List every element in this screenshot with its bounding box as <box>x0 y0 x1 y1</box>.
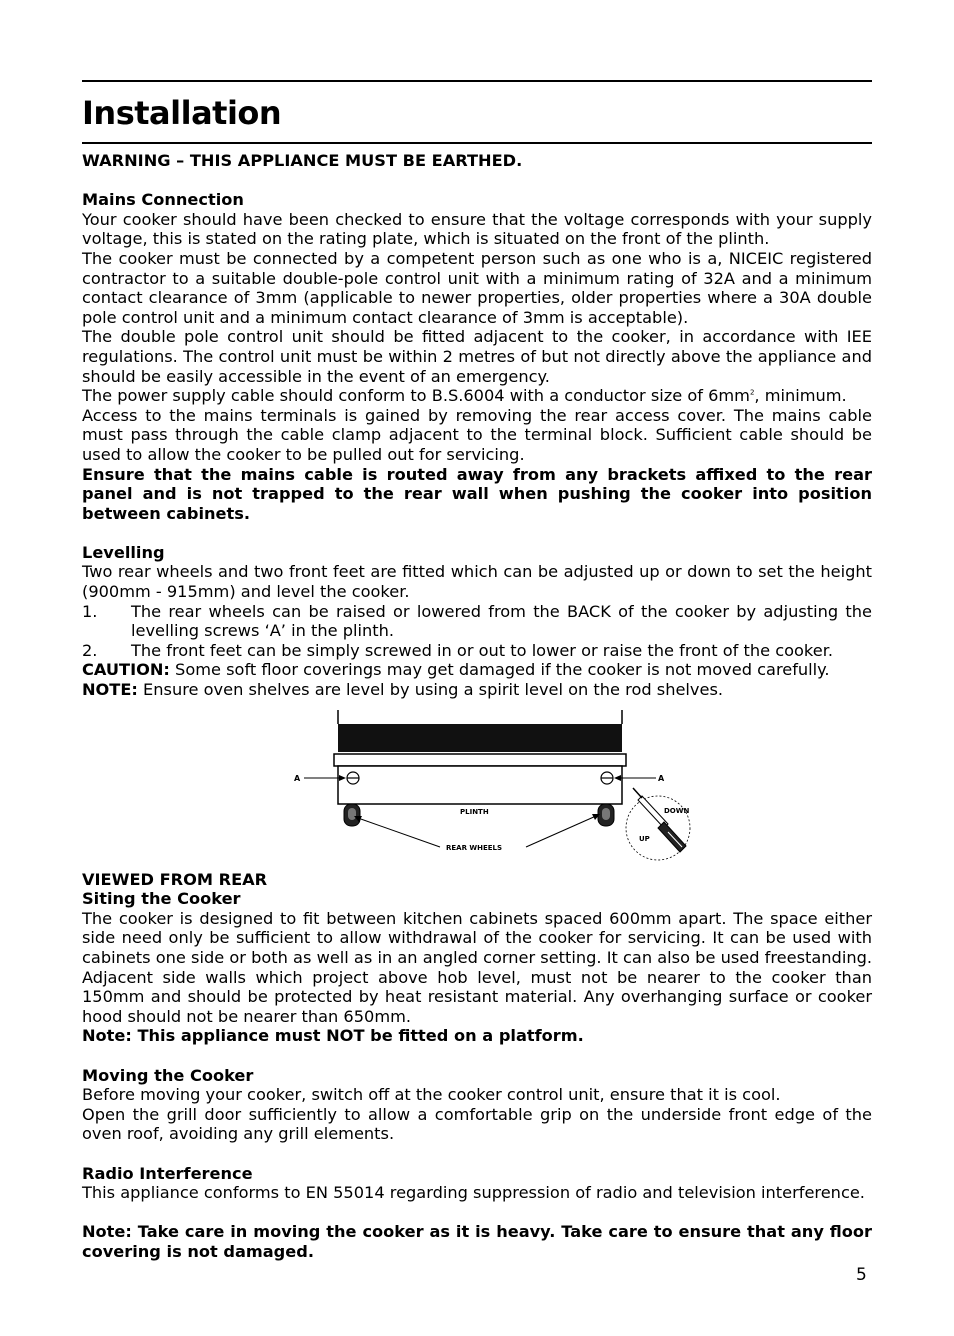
radio-heading: Radio Interference <box>82 1163 253 1183</box>
caution-label: CAUTION: <box>82 660 170 680</box>
document-body <box>82 151 872 1262</box>
cooker-ledge <box>334 754 626 766</box>
screwdriver-tip <box>633 788 642 798</box>
wheel-pointer-left <box>358 818 440 847</box>
mains-para-4-end: , minimum. <box>754 386 847 406</box>
rear-panel-block <box>338 724 622 752</box>
caution-line <box>82 660 872 680</box>
note-label: NOTE: <box>82 680 138 700</box>
moving-para-2: Open the grill door sufficiently to allow a comfortable grip on the underside front edge of the oven roof, avoiding any grill elements. <box>82 1104 872 1144</box>
list-text: The front feet can be simply screwed in or out to lower or raise the front of the cooker. <box>131 640 834 660</box>
earth-warning: WARNING – THIS APPLIANCE MUST BE EARTHED. <box>82 151 523 170</box>
levelling-heading: Levelling <box>82 542 165 562</box>
label-a-left: A <box>294 773 301 783</box>
mains-cable-warning: Ensure that the mains cable is routed away from any brackets affixed to the rear panel and is not trapped to the rear wall when pushing the cooker into position between cabinets. <box>82 464 872 523</box>
list-number: 1. <box>82 601 98 621</box>
page-number: 5 <box>856 1265 867 1285</box>
label-down: DOWN <box>664 806 690 815</box>
mains-para-3: The double pole control unit should be fitted adjacent to the cooker, in accordance with IEE regulations. The control unit must be within 2 metres of but not directly above the appliance and should be easily accessible in the event of an emergency. <box>82 327 872 386</box>
mains-para-4 <box>82 386 872 406</box>
final-note: Note: Take care in moving the cooker as it is heavy. Take care to ensure that any floor covering is not damaged. <box>82 1222 872 1261</box>
label-plinth: PLINTH <box>460 807 489 816</box>
note-line <box>82 680 872 700</box>
label-rear-wheels: REAR WHEELS <box>446 843 503 852</box>
label-a-right: A <box>658 773 665 783</box>
siting-para-1: The cooker is designed to fit between kitchen cabinets spaced 600mm apart. The space either side need only be sufficient to allow withdrawal of the cooker for servicing. It can be used with cabinets one side or both as well as in an angled corner setting. It can also be used freestanding. Adjacent side walls which project above hob level, must not be nearer to the cooker than 150mm and should be protected by heat resistant material. Any overhanging surface or cooker hood should not be nearer than 650mm. <box>82 908 872 1026</box>
mains-para-5: Access to the mains terminals is gained by removing the rear access cover. The mains cable must pass through the cable clamp adjacent to the terminal block. Sufficient cable should be used to allow the cooker to be pulled out for servicing. <box>82 405 872 464</box>
mains-para-4-text: The power supply cable should conform to B.S.6004 with a conductor size of 6mm <box>82 386 750 406</box>
wheel-pointer-right <box>526 816 596 847</box>
rear-view-diagram <box>82 702 872 870</box>
left-wheel-hub <box>348 808 356 820</box>
levelling-list-item-2 <box>82 641 872 661</box>
cooker-rear-illustration <box>290 710 710 870</box>
label-up: UP <box>639 834 650 843</box>
squared-superscript: 2 <box>749 388 755 397</box>
list-number: 2. <box>82 640 98 660</box>
siting-heading: Siting the Cooker <box>82 889 241 909</box>
levelling-para-1: Two rear wheels and two front feet are fitted which can be adjusted up or down to set the height (900mm - 915mm) and level the cooker. <box>82 562 872 602</box>
levelling-list-item-1 <box>82 602 872 641</box>
moving-para-1: Before moving your cooker, switch off at the cooker control unit, ensure that it is cool. <box>82 1085 781 1105</box>
platform-note: Note: This appliance must NOT be fitted on a platform. <box>82 1026 584 1046</box>
radio-para-1: This appliance conforms to EN 55014 regarding suppression of radio and television interference. <box>82 1183 865 1203</box>
mains-heading: Mains Connection <box>82 190 244 210</box>
page-title: Installation <box>82 94 282 132</box>
mains-para-2: The cooker must be connected by a competent person such as one who is a, NICEIC registered contractor to a suitable double-pole control unit with a minimum rating of 32A and a minimum contact clearance of 3mm (applicable to newer properties, older properties where a 30A double pole control unit and a minimum contact clearance of 3mm is acceptable). <box>82 248 872 327</box>
mains-para-1: Your cooker should have been checked to ensure that the voltage corresponds with your supply voltage, this is stated on the rating plate, which is situated on the front of the plinth. <box>82 209 872 249</box>
top-rule <box>82 80 872 82</box>
right-wheel-hub <box>602 808 610 820</box>
plinth-panel <box>338 766 622 804</box>
list-text: The rear wheels can be raised or lowered from the BACK of the cooker by adjusting the levelling screws ‘A’ in the plinth. <box>131 601 872 641</box>
caution-text: Some soft floor coverings may get damaged if the cooker is not moved carefully. <box>169 660 830 680</box>
diagram-caption: VIEWED FROM REAR <box>82 869 268 889</box>
moving-heading: Moving the Cooker <box>82 1065 254 1085</box>
note-text: Ensure oven shelves are level by using a spirit level on the rod shelves. <box>137 680 724 700</box>
title-rule <box>82 142 872 144</box>
